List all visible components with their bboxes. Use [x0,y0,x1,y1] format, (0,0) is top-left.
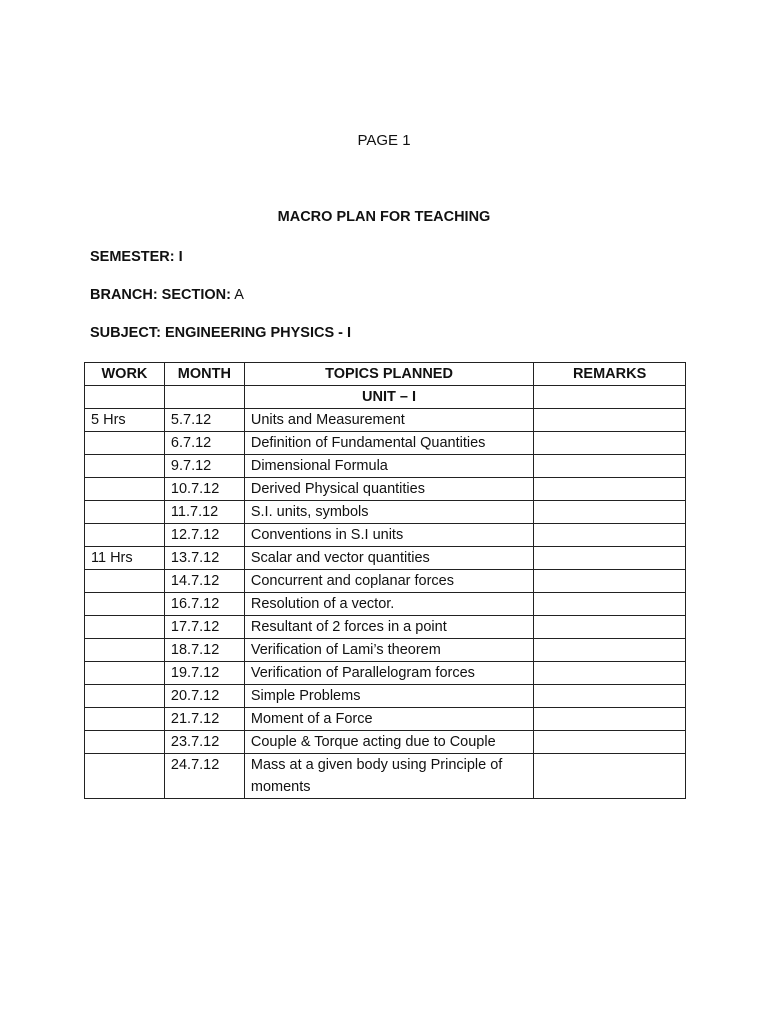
work-cell [85,478,165,501]
work-cell [85,524,165,547]
remarks-cell [534,547,686,570]
work-cell [85,639,165,662]
document-title: MACRO PLAN FOR TEACHING [277,209,491,225]
topic-cell: Verification of Lami’s theorem [244,639,533,662]
month-cell: 24.7.12 [164,754,244,799]
work-cell [85,731,165,754]
work-cell [85,432,165,455]
remarks-cell [534,685,686,708]
subject-value: ENGINEERING PHYSICS - I [164,325,352,341]
unit-label: UNIT – I [244,386,533,409]
remarks-cell [534,662,686,685]
topic-cell: Scalar and vector quantities [244,547,533,570]
unit-row [85,386,686,409]
page-number: PAGE 1 [357,132,411,149]
table-body [85,386,686,799]
unit-work-cell [85,386,165,409]
table-row [85,708,686,731]
remarks-cell [534,754,686,799]
remarks-cell [534,731,686,754]
table-row [85,593,686,616]
remarks-cell [534,639,686,662]
semester-line [90,249,183,265]
work-cell [85,662,165,685]
remarks-cell [534,708,686,731]
month-cell: 5.7.12 [164,409,244,432]
topic-cell: Conventions in S.I units [244,524,533,547]
topic-cell: Derived Physical quantities [244,478,533,501]
month-cell: 10.7.12 [164,478,244,501]
section-value: A [234,287,244,303]
month-cell: 12.7.12 [164,524,244,547]
table-row [85,432,686,455]
work-cell [85,616,165,639]
topic-cell: Mass at a given body using Principle of moments [244,754,533,799]
remarks-cell [534,501,686,524]
work-cell [85,685,165,708]
semester-value: I [178,249,183,265]
unit-remarks-cell [534,386,686,409]
month-cell: 21.7.12 [164,708,244,731]
topic-cell: Couple & Torque acting due to Couple [244,731,533,754]
remarks-cell [534,616,686,639]
table-row [85,685,686,708]
header-work: WORK [85,363,165,386]
month-cell: 6.7.12 [164,432,244,455]
table-row [85,501,686,524]
branch-section-label: BRANCH: SECTION: [90,287,231,303]
header-topics-planned: TOPICS PLANNED [244,363,533,386]
month-cell: 14.7.12 [164,570,244,593]
month-cell: 9.7.12 [164,455,244,478]
remarks-cell [534,524,686,547]
table-row [85,524,686,547]
work-cell [85,593,165,616]
table-row [85,409,686,432]
remarks-cell [534,455,686,478]
month-cell: 13.7.12 [164,547,244,570]
topic-cell: Concurrent and coplanar forces [244,570,533,593]
topic-cell: Verification of Parallelogram forces [244,662,533,685]
unit-month-cell [164,386,244,409]
table-row [85,616,686,639]
topic-cell: Dimensional Formula [244,455,533,478]
month-cell: 11.7.12 [164,501,244,524]
remarks-cell [534,432,686,455]
topic-cell: Units and Measurement [244,409,533,432]
month-cell: 16.7.12 [164,593,244,616]
topic-cell: Resolution of a vector. [244,593,533,616]
month-cell: 23.7.12 [164,731,244,754]
topic-cell: Simple Problems [244,685,533,708]
topic-cell: S.I. units, symbols [244,501,533,524]
month-cell: 18.7.12 [164,639,244,662]
header-remarks: REMARKS [534,363,686,386]
table-row [85,478,686,501]
month-cell: 20.7.12 [164,685,244,708]
header-month: MONTH [164,363,244,386]
subject-line [90,325,351,341]
month-cell: 17.7.12 [164,616,244,639]
month-cell: 19.7.12 [164,662,244,685]
remarks-cell [534,409,686,432]
table-row [85,639,686,662]
topic-cell: Moment of a Force [244,708,533,731]
work-cell [85,754,165,799]
topic-cell: Resultant of 2 forces in a point [244,616,533,639]
table-row [85,731,686,754]
table-header-row [85,363,686,386]
remarks-cell [534,478,686,501]
topic-cell: Definition of Fundamental Quantities [244,432,533,455]
work-cell [85,570,165,593]
work-cell: 5 Hrs [85,409,165,432]
branch-section-line [90,287,244,303]
work-cell: 11 Hrs [85,547,165,570]
semester-label: SEMESTER: [90,249,175,265]
table-row [85,754,686,799]
work-cell [85,455,165,478]
work-cell [85,501,165,524]
table-row [85,662,686,685]
remarks-cell [534,570,686,593]
table-row [85,455,686,478]
work-cell [85,708,165,731]
teaching-plan-table [84,362,686,799]
table-row [85,547,686,570]
remarks-cell [534,593,686,616]
subject-label: SUBJECT: [90,325,161,341]
table-row [85,570,686,593]
